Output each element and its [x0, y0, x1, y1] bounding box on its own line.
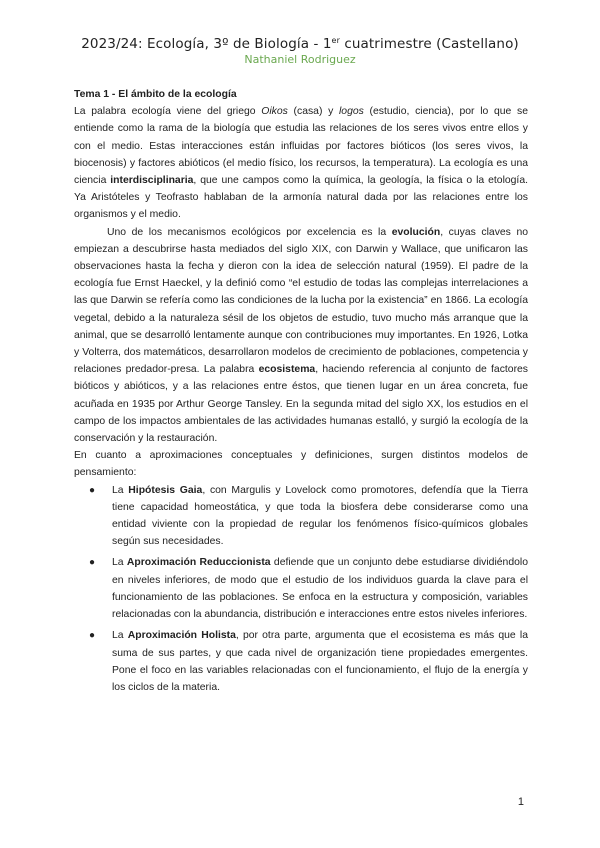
title-main: 2023/24: Ecología, 3º de Biología - 1: [81, 36, 332, 52]
text-run: La: [112, 484, 129, 496]
bullet-icon: ●: [89, 557, 96, 569]
text-run: La palabra ecología viene del griego: [74, 106, 262, 118]
text-run: La: [112, 630, 128, 642]
paragraph-history: [74, 224, 528, 448]
paragraph-intro: [74, 103, 528, 223]
section-heading: Tema 1 - El ámbito de la ecología: [74, 89, 237, 100]
text-run: , por otra parte, argumenta que el ecosistema es más que la suma de sus partes, y que cada nivel de organización tiene propiedades emergentes. Pone el foco en las variables relacionadas con el funcionamiento, el flujo de la energía y los ciclos de la materia.: [112, 630, 528, 693]
text-run: La: [112, 557, 127, 569]
bold-term: ecosistema: [258, 364, 316, 376]
list-item: [74, 554, 528, 623]
italic-term: logos: [339, 106, 364, 118]
bold-term: interdisciplinaria: [110, 175, 194, 187]
bold-term: evolución: [391, 226, 441, 238]
document-title: [0, 36, 600, 52]
list-item: [74, 627, 528, 696]
bullet-icon: ●: [89, 484, 96, 496]
approaches-list: [74, 482, 528, 696]
text-run: Uno de los mecanismos ecológicos por excelencia es la: [107, 226, 392, 238]
bullet-icon: ●: [89, 630, 96, 642]
text-run: defiende que un conjunto debe estudiarse dividiéndolo en niveles inferiores, de modo que el estudio de los individuos guarda la clave para el funcionamiento de las poblaciones. Se enfoca en la estructura y composición, variables relacionadas con la abundancia, distribución e interacciones entre estos niveles inferiores.: [112, 557, 528, 621]
text-run: (casa) y: [287, 106, 339, 118]
text-run: , que une campos como la química, la geología, la física o la etología. Ya Aristóteles y Teofrasto hablaban de la armonía natural dada por las relaciones entre los organismos y el medio.: [74, 175, 528, 221]
bold-term: Aproximación Reduccionista: [126, 557, 271, 569]
text-run: , haciendo referencia al conjunto de factores bióticos y abióticos, y a las relaciones entre éstos, que tienen lugar en un área concreta, fue acuñada en 1935 por Arthur George Tansley. En la segunda mitad del siglo XX, los estudios en el campo de los impactos ambientales de las actividades humanas estalló, y surgió la ecología de la conservación y la restauración.: [74, 364, 529, 445]
text-run: , cuyas claves no empiezan a descubrirse hasta mediados del siglo XIX, con Darwin y Wallace, que unificaron las observaciones hasta la fecha y dieron con la idea de selección natural (1959). El padre de la ecología fue Ernst Haeckel, y la definió como “el estudio de todas las complejas interrelaciones a las que Darwin se refería como las condiciones de la lucha por la existencia” en 1866. La ecología vegetal, debido a la naturaleza sésil de los objetos de estudio, tuvo mucho más arranque que la animal, que se desarrolló lentamente aunque con contribuciones muy importantes. En 1926, Lotka y Volterra, dos matemáticos, desarrollaron modelos de crecimiento de poblaciones, competencia y relaciones predador-presa. La palabra: [74, 226, 528, 376]
bold-term: Hipótesis Gaia: [128, 484, 203, 496]
page-number: 1: [517, 796, 524, 808]
document-body: [74, 86, 528, 700]
title-superscript: er: [331, 36, 340, 45]
title-tail: cuatrimestre (Castellano): [339, 36, 519, 52]
text-run: , con Margulis y Lovelock como promotores, defendía que la Tierra tiene capacidad homeostática, y que toda la biosfera debe considerarse como una entidad viviente con la propiedad de regular los fenómenos físico-químicos globales según sus necesidades.: [112, 484, 528, 548]
list-item: [74, 482, 528, 551]
italic-term: Oikos: [261, 106, 288, 118]
paragraph-approaches: En cuanto a aproximaciones conceptuales y definiciones, surgen distintos modelos de pensamiento:: [74, 450, 528, 479]
bold-term: Aproximación Holista: [127, 630, 236, 642]
document-author: Nathaniel Rodriguez: [244, 53, 356, 66]
text-run: (estudio, ciencia), por lo que se entiende como la rama de la biología que estudia las relaciones de los seres vivos entre ellos y con el medio. Estas interacciones están influidas por factores bióticos (los seres vivos, la biocenosis) y factores abióticos (el medio físico, los recursos, la temperatura). La ecología es una ciencia: [74, 106, 528, 187]
